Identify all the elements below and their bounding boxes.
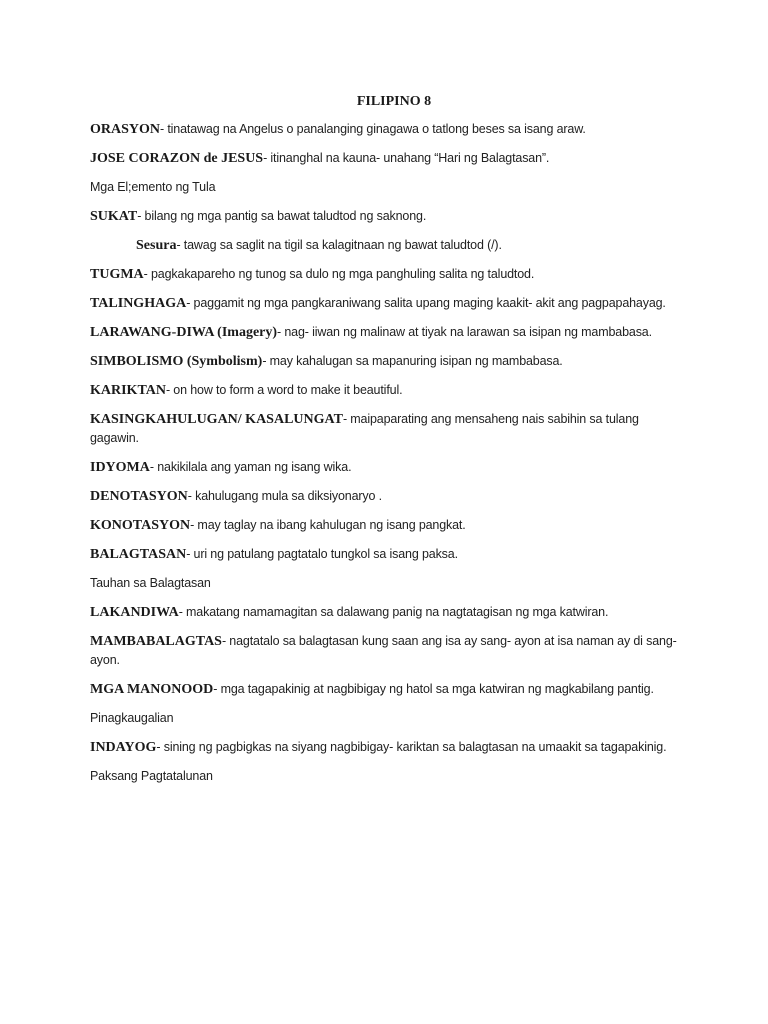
entry-kasingkahulugan [90,410,690,448]
entry-term: LARAWANG-DIWA (Imagery) [90,325,278,340]
entry-term: KONOTASYON [90,518,191,533]
entry-definition: - mga tagapakinig at nagbibigay ng hatol sa mga katwiran ng magkabilang pantig. [213,682,654,696]
entry-mga-manonood [90,680,690,699]
entry-term: DENOTASYON [90,489,188,504]
entry-definition: - itinanghal na kauna- unahang “Hari ng Balagtasan”. [263,151,550,165]
entry-definition: - bilang ng mga pantig sa bawat taludtod ng saknong. [137,209,427,223]
entry-kariktan [90,381,690,400]
entry-tugma [90,265,690,284]
entry-balagtasan [90,545,690,564]
document-title: FILIPINO 8 [356,94,432,109]
entry-term: IDYOMA [90,460,150,475]
entry-sesura [90,236,690,255]
entry-term: Sesura [136,238,177,253]
entry-term: MGA MANONOOD [90,682,214,697]
entry-definition: - kahulugang mula sa diksiyonaryo . [187,489,382,503]
entry-mambabalagtas [90,632,690,670]
entry-definition: - on how to form a word to make it beautiful. [165,383,403,397]
section-heading-elemento: Mga El;emento ng Tula [90,180,216,194]
entry-orasyon [90,120,690,139]
entry-talinghaga [90,294,690,313]
entry-definition: - maipaparating ang mensaheng nais sabihin sa tulang gagawin. [90,412,639,445]
entry-term: TALINGHAGA [90,296,187,311]
entry-definition: - makatang namamagitan sa dalawang panig na nagtatagisan ng mga katwiran. [178,605,609,619]
entry-indayog [90,738,690,757]
entry-definition: - nagtatalo sa balagtasan kung saan ang isa ay sang- ayon at isa naman ay di sang- ayon. [90,634,677,667]
entry-definition: - paggamit ng mga pangkaraniwang salita upang maging kaakit- akit ang pagpapahayag. [186,296,666,310]
entry-definition: - sining ng pagbigkas na siyang nagbibigay- kariktan sa balagtasan na umaakit sa tagapakinig. [156,740,667,754]
entry-sukat [90,207,690,226]
entry-jose-corazon-de-jesus [90,149,690,168]
entry-lakandiwa [90,603,690,622]
entry-definition: - tinatawag na Angelus o panalanging ginagawa o tatlong beses sa isang araw. [160,122,586,136]
entry-term: SIMBOLISMO (Symbolism) [90,354,263,369]
entry-term: BALAGTASAN [90,547,187,562]
entry-definition: - nakikilala ang yaman ng isang wika. [149,460,352,474]
entry-term: KASINGKAHULUGAN/ KASALUNGAT [90,412,343,427]
entry-term: INDAYOG [90,740,157,755]
document-page [90,93,690,796]
entry-definition: - nag- iiwan ng malinaw at tiyak na larawan sa isipan ng mambabasa. [277,325,652,339]
entry-definition: - pagkakapareho ng tunog sa dulo ng mga panghuling salita ng taludtod. [143,267,535,281]
entry-idyoma [90,458,690,477]
entry-term: ORASYON [90,122,161,137]
section-heading-paksang-pagtatalunan: Paksang Pagtatalunan [90,769,213,783]
entry-term: JOSE CORAZON de JESUS [90,151,264,166]
entry-term: TUGMA [90,267,144,282]
entry-definition: - uri ng patulang pagtatalo tungkol sa isang paksa. [186,547,458,561]
section-heading-tauhan: Tauhan sa Balagtasan [90,576,211,590]
entry-definition: - tawag sa saglit na tigil sa kalagitnaan ng bawat taludtod (/). [176,238,502,252]
entry-denotasyon [90,487,690,506]
entry-larawang-diwa [90,323,690,342]
entry-simbolismo [90,352,690,371]
section-heading-pinagkaugalian: Pinagkaugalian [90,711,174,725]
entry-term: SUKAT [90,209,138,224]
entry-konotasyon [90,516,690,535]
entry-definition: - may taglay na ibang kahulugan ng isang pangkat. [190,518,466,532]
entry-term: KARIKTAN [90,383,166,398]
entry-term: MAMBABALAGTAS [90,634,222,649]
entry-definition: - may kahalugan sa mapanuring isipan ng mambabasa. [262,354,563,368]
entry-term: LAKANDIWA [90,605,179,620]
